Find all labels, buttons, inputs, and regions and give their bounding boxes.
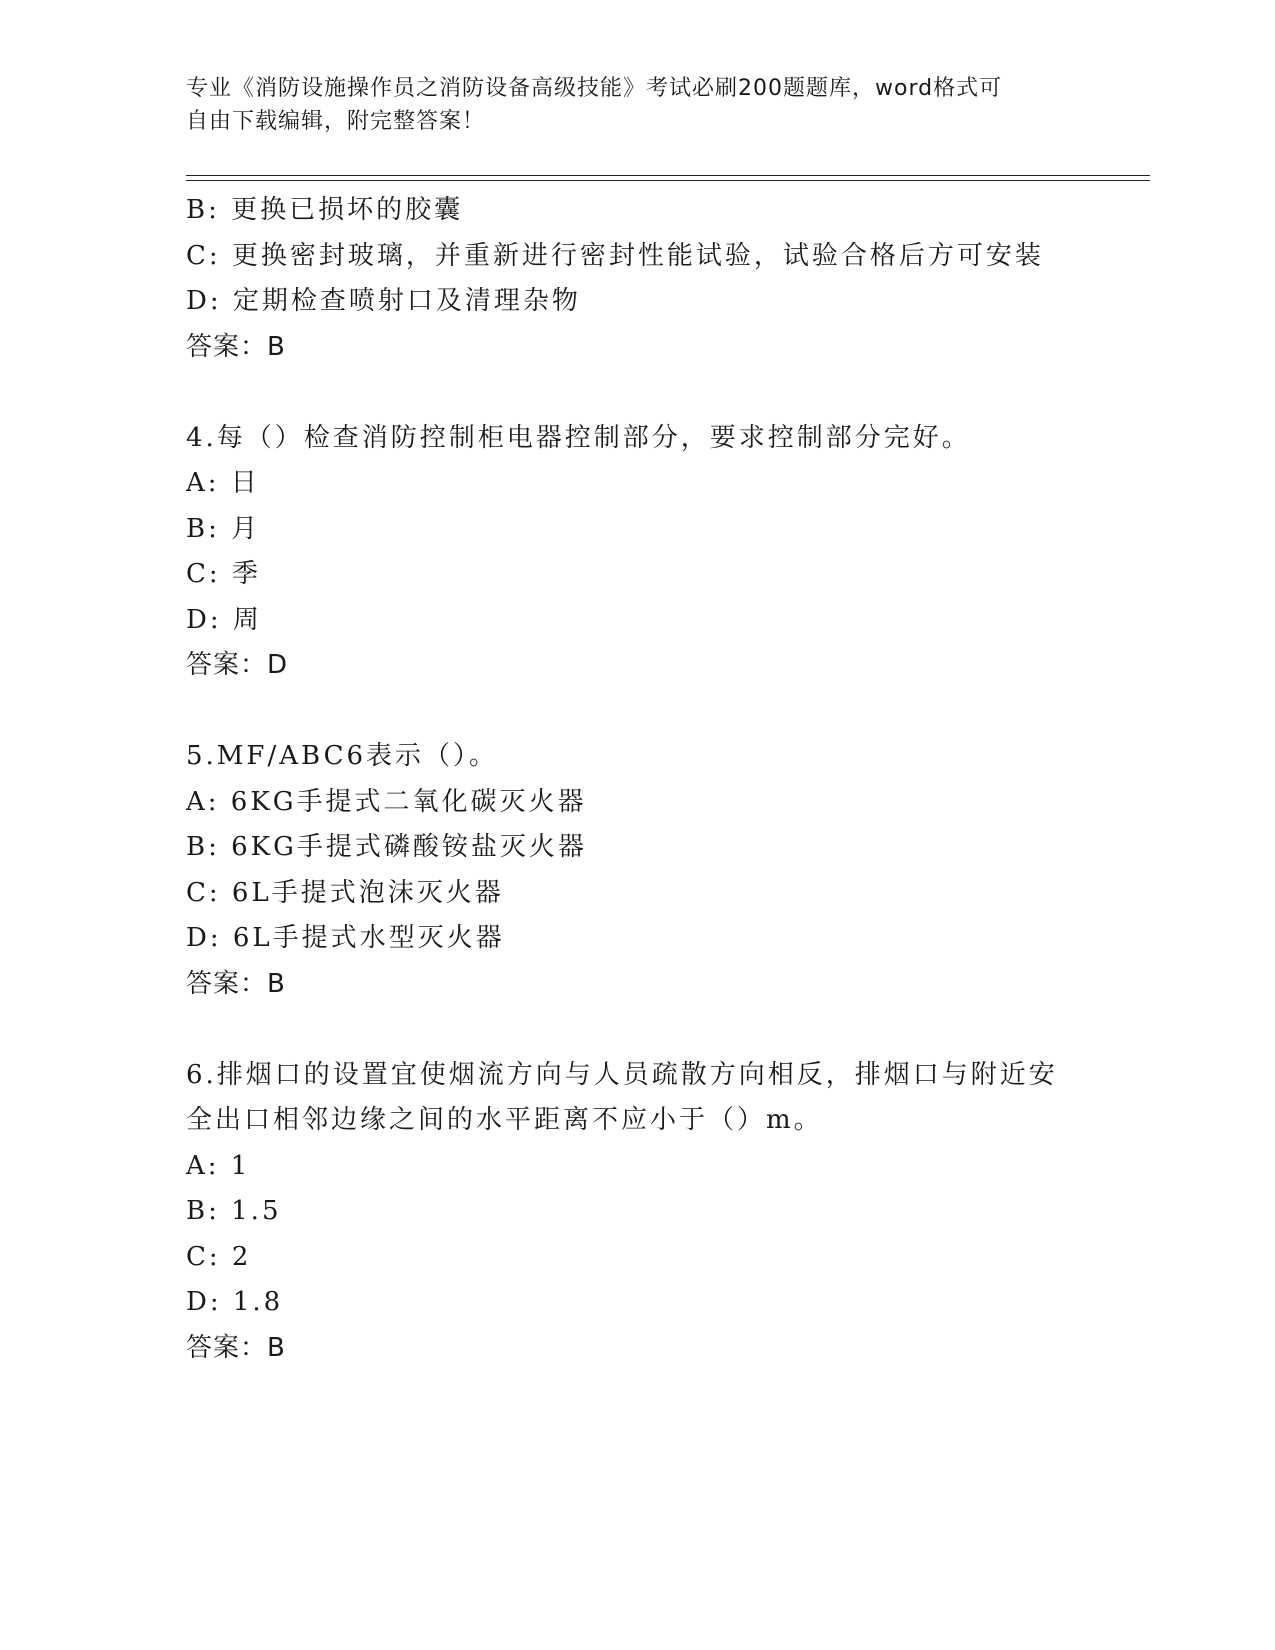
spacer [186,1007,1086,1053]
option-a: A: 6KG手提式二氧化碳灭火器 [186,786,587,817]
option-c: C: 更换密封玻璃，并重新进行密封性能试验，试验合格后方可安装 [186,240,1044,271]
question-stem-line-1: 6.排烟口的设置宜使烟流方向与人员疏散方向相反，排烟口与附近安 [186,1059,1058,1090]
question-5 [186,734,1086,1007]
option-d: D: 定期检查喷射口及清理杂物 [186,286,581,316]
question-stem: 5.MF/ABC6表示（）。 [186,741,499,771]
question-3 [186,188,1086,370]
option-b: B: 1.5 [186,1196,282,1226]
option-a: A: 1 [186,1150,251,1181]
option-b: B: 6KG手提式磷酸铵盐灭火器 [186,832,587,862]
header-divider-bottom [186,180,1150,181]
header-line-2: 自由下载编辑，附完整答案！ [186,109,486,134]
answer: 答案：D [186,650,289,680]
option-c: C: 季 [186,559,261,589]
question-6 [186,1053,1086,1372]
option-a: A: 日 [186,468,260,498]
option-d: D: 6L手提式水型灭火器 [186,923,505,953]
option-d: D: 1.8 [186,1287,284,1317]
option-b: B: 月 [186,513,261,544]
answer: 答案：B [186,331,286,362]
header-divider-top [186,175,1150,176]
question-stem-line-2: 全出口相邻边缘之间的水平距离不应小于（）m。 [186,1105,823,1135]
answer: 答案：B [186,1332,286,1363]
spacer [186,370,1086,416]
answer: 答案：B [186,968,286,999]
document-header [186,72,1086,138]
header-line-1: 专业《消防设施操作员之消防设备高级技能》考试必刷200题题库，word格式可 [186,76,1003,101]
option-c: C: 2 [186,1241,252,1272]
question-list [186,188,1086,1371]
option-b: B: 更换已损坏的胶囊 [186,195,464,225]
spacer [186,689,1086,735]
option-c: C: 6L手提式泡沫灭火器 [186,877,504,908]
question-stem: 4.每（）检查消防控制柜电器控制部分，要求控制部分完好。 [186,422,971,453]
question-4 [186,416,1086,689]
option-d: D: 周 [186,604,262,635]
